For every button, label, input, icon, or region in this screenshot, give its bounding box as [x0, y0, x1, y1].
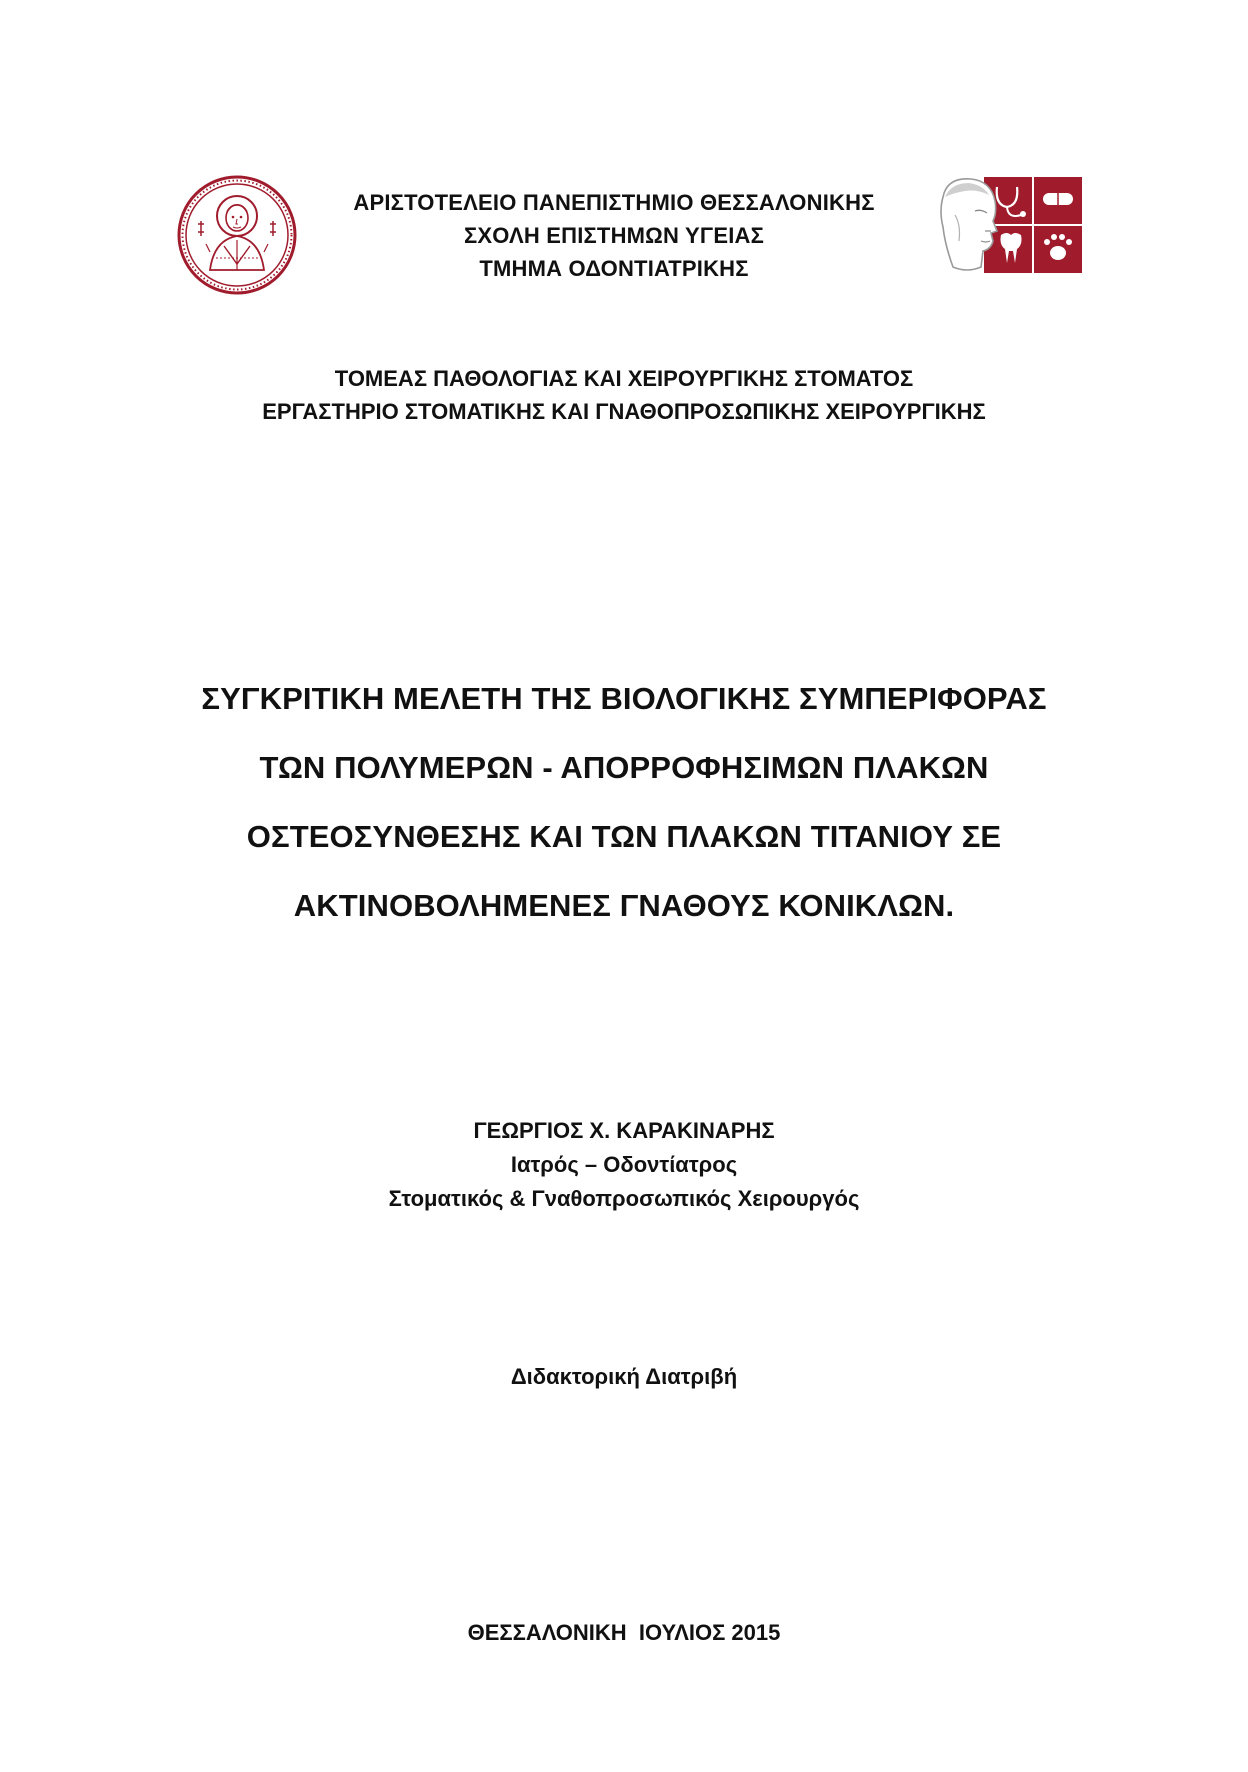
- author-name: ΓΕΩΡΓΙΟΣ Χ. ΚΑΡΑΚΙΝΑΡΗΣ: [473, 1118, 775, 1143]
- place-date: [0, 1548, 1248, 1718]
- document-type-label: Διδακτορική Διατριβή: [510, 1364, 738, 1389]
- place-date-label: ΘΕΣΣΑΛΟΝΙΚΗ ΙΟΥΛΙΟΣ 2015: [467, 1620, 781, 1645]
- institution-header: [0, 186, 1248, 285]
- title-line: ΟΣΤΕΟΣΥΝΘΕΣΗΣ ΚΑΙ ΤΩΝ ΠΛΑΚΩΝ ΤΙΤΑΝΙΟΥ ΣΕ: [246, 819, 1002, 854]
- thesis-title: [0, 664, 1248, 940]
- sector-name: ΤΟΜΕΑΣ ΠΑΘΟΛΟΓΙΑΣ ΚΑΙ ΧΕΙΡΟΥΡΓΙΚΗΣ ΣΤΟΜΑΤΟΣ: [334, 366, 914, 391]
- title-line: ΣΥΓΚΡΙΤΙΚΗ ΜΕΛΕΤΗ ΤΗΣ ΒΙΟΛΟΓΙΚΗΣ ΣΥΜΠΕΡΙΦΟΡΑΣ: [201, 681, 1047, 716]
- title-line: ΤΩΝ ΠΟΛΥΜΕΡΩΝ - ΑΠΟΡΡΟΦΗΣΙΜΩΝ ΠΛΑΚΩΝ: [259, 750, 989, 785]
- author-specialty: Στοματικός & Γναθοπροσωπικός Χειρουργός: [388, 1186, 860, 1211]
- author-role: Ιατρός – Οδοντίατρος: [510, 1152, 738, 1177]
- document-type: [0, 1360, 1248, 1394]
- university-name: ΑΡΙΣΤΟΤΕΛΕΙΟ ΠΑΝΕΠΙΣΤΗΜΙΟ ΘΕΣΣΑΛΟΝΙΚΗΣ: [353, 190, 875, 215]
- laboratory-name: ΕΡΓΑΣΤΗΡΙΟ ΣΤΟΜΑΤΙΚΗΣ ΚΑΙ ΓΝΑΘΟΠΡΟΣΩΠΙΚΗΣ ΧΕΙΡΟΥΡΓΙΚΗΣ: [262, 399, 986, 424]
- department-block: [0, 362, 1248, 428]
- title-line: ΑΚΤΙΝΟΒΟΛΗΜΕΝΕΣ ΓΝΑΘΟΥΣ ΚΟΝΙΚΛΩΝ.: [293, 888, 955, 923]
- school-name: ΣΧΟΛΗ ΕΠΙΣΤΗΜΩΝ ΥΓΕΙΑΣ: [463, 223, 764, 248]
- author-block: [0, 1114, 1248, 1216]
- department-name: ΤΜΗΜΑ ΟΔΟΝΤΙΑΤΡΙΚΗΣ: [479, 256, 749, 281]
